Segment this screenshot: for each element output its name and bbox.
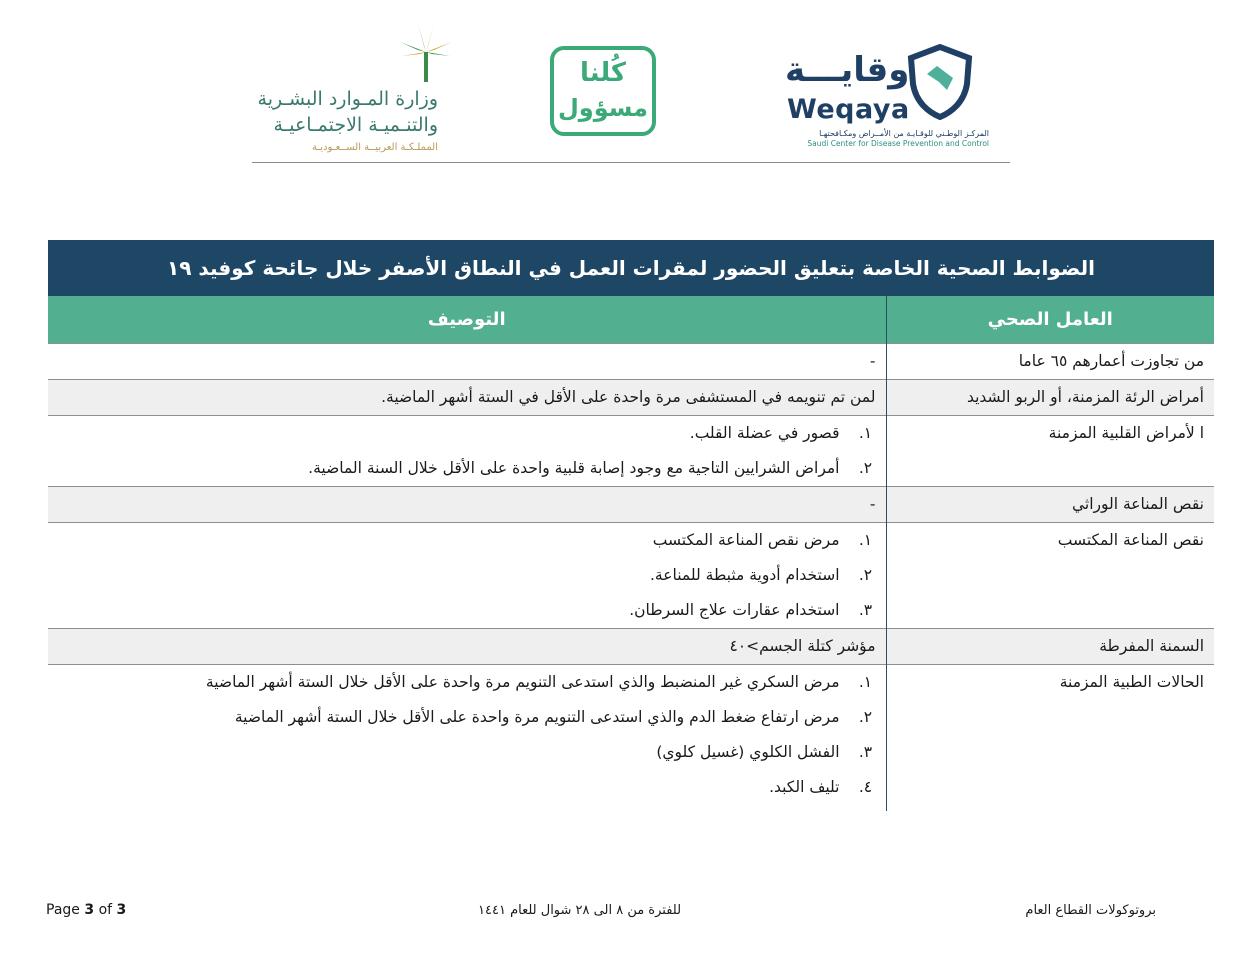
- list-item: [58, 700, 876, 735]
- description-list: [58, 523, 876, 628]
- list-item-text: الفشل الكلوي (غسيل كلوي): [656, 743, 840, 761]
- description-cell: [48, 665, 886, 812]
- table-row: [48, 523, 1214, 629]
- list-item-number: ١.: [858, 424, 873, 442]
- weqaya-logo: [757, 40, 997, 152]
- ministry-name-line2: والتنـميـة الاجتمـاعيـة: [273, 114, 438, 136]
- list-item-number: ١.: [858, 673, 873, 691]
- ministry-logo: [257, 22, 456, 158]
- column-header-factor: العامل الصحي: [886, 296, 1214, 344]
- list-item-text: استخدام عقارات علاج السرطان.: [629, 601, 840, 619]
- factor-cell: نقص المناعة الوراثي: [886, 487, 1214, 523]
- table-row: [48, 665, 1214, 812]
- kulluna-line2: مسؤول: [557, 94, 649, 122]
- kulluna-line1: كُلنا: [579, 58, 627, 88]
- list-item: [58, 523, 876, 558]
- footer-period: للفترة من ٨ الى ٢٨ شوال للعام ١٤٤١: [478, 903, 682, 918]
- list-item: [58, 451, 876, 486]
- list-item: [58, 735, 876, 770]
- list-item-number: ٣.: [858, 743, 873, 761]
- page-total: 3: [116, 902, 127, 918]
- description-cell: [48, 523, 886, 629]
- description-cell: لمن تم تنويمه في المستشفى مرة واحدة على الأقل في الستة أشهر الماضية.: [48, 380, 886, 416]
- description-list: [58, 665, 876, 805]
- description-cell: -: [48, 344, 886, 380]
- page-of: of: [98, 902, 113, 918]
- table-row: [48, 629, 1214, 665]
- list-item-text: أمراض الشرايين التاجية مع وجود إصابة قلبية واحدة على الأقل خلال السنة الماضية.: [308, 459, 840, 477]
- list-item: [58, 416, 876, 451]
- list-item-text: استخدام أدوية مثبطة للمناعة.: [650, 566, 840, 584]
- weqaya-subtitle-ar: المركـز الوطـني للوقـايـة من الأمــراض ومكـافحتهـا: [819, 129, 989, 138]
- list-item-text: مرض نقص المناعة المكتسب: [652, 531, 840, 549]
- page-current: 3: [84, 902, 95, 918]
- table-row: [48, 487, 1214, 523]
- list-item-text: قصور في عضلة القلب.: [689, 424, 840, 442]
- factor-cell: الحالات الطبية المزمنة: [886, 665, 1214, 812]
- table-row: [48, 416, 1214, 487]
- list-item: [58, 593, 876, 628]
- list-item-number: ٢.: [858, 459, 873, 477]
- list-item-number: ١.: [858, 531, 873, 549]
- list-item: [58, 665, 876, 700]
- factor-cell: السمنة المفرطة: [886, 629, 1214, 665]
- factor-cell: ا لأمراض القلبية المزمنة: [886, 416, 1214, 487]
- list-item-text: مرض السكري غير المنضبط والذي استدعى التنويم مرة واحدة على الأقل خلال الستة أشهر الماضية: [205, 673, 840, 691]
- kulluna-masool-logo: [550, 46, 656, 136]
- list-item-number: ٤.: [858, 778, 873, 796]
- footer-protocol-title: بروتوكولات القطاع العام: [1025, 903, 1156, 918]
- weqaya-name-en: Weqaya: [787, 94, 910, 125]
- shield-icon: [907, 44, 973, 120]
- weqaya-name-ar: وقايـــة: [785, 50, 910, 90]
- page-number: [46, 902, 126, 918]
- description-cell: مؤشر كتلة الجسم>٤٠: [48, 629, 886, 665]
- factor-cell: أمراض الرئة المزمنة، أو الربو الشديد: [886, 380, 1214, 416]
- page-footer: [0, 899, 1258, 921]
- palm-swords-icon: [394, 22, 458, 86]
- health-criteria-table: [48, 240, 1214, 811]
- ministry-name-line1: وزارة المـوارد البشـرية: [257, 88, 438, 110]
- table-title: الضوابط الصحية الخاصة بتعليق الحضور لمقرات العمل في النطاق الأصفر خلال جائحة كوفيد ١٩: [48, 240, 1214, 296]
- column-header-description: التوصيف: [48, 296, 886, 344]
- description-cell: [48, 416, 886, 487]
- list-item-number: ٢.: [858, 708, 873, 726]
- description-cell: -: [48, 487, 886, 523]
- factor-cell: نقص المناعة المكتسب: [886, 523, 1214, 629]
- weqaya-subtitle-en: Saudi Center for Disease Prevention and Control: [807, 139, 989, 148]
- list-item-number: ٢.: [858, 566, 873, 584]
- factor-cell: من تجاوزت أعمارهم ٦٥ عاما: [886, 344, 1214, 380]
- criteria-table: [48, 296, 1214, 811]
- table-row: [48, 380, 1214, 416]
- list-item-text: تليف الكبد.: [769, 778, 840, 796]
- ministry-country: المملـكـة العربيــة الســعـوديـة: [311, 142, 438, 153]
- description-list: [58, 416, 876, 486]
- list-item-number: ٣.: [858, 601, 873, 619]
- list-item-text: مرض ارتفاع ضغط الدم والذي استدعى التنويم مرة واحدة على الأقل خلال الستة أشهر الماضية: [234, 708, 840, 726]
- header-logos: [252, 22, 1010, 163]
- page-label: Page: [46, 902, 80, 918]
- table-row: [48, 344, 1214, 380]
- list-item: [58, 770, 876, 805]
- list-item: [58, 558, 876, 593]
- table-header-row: [48, 296, 1214, 344]
